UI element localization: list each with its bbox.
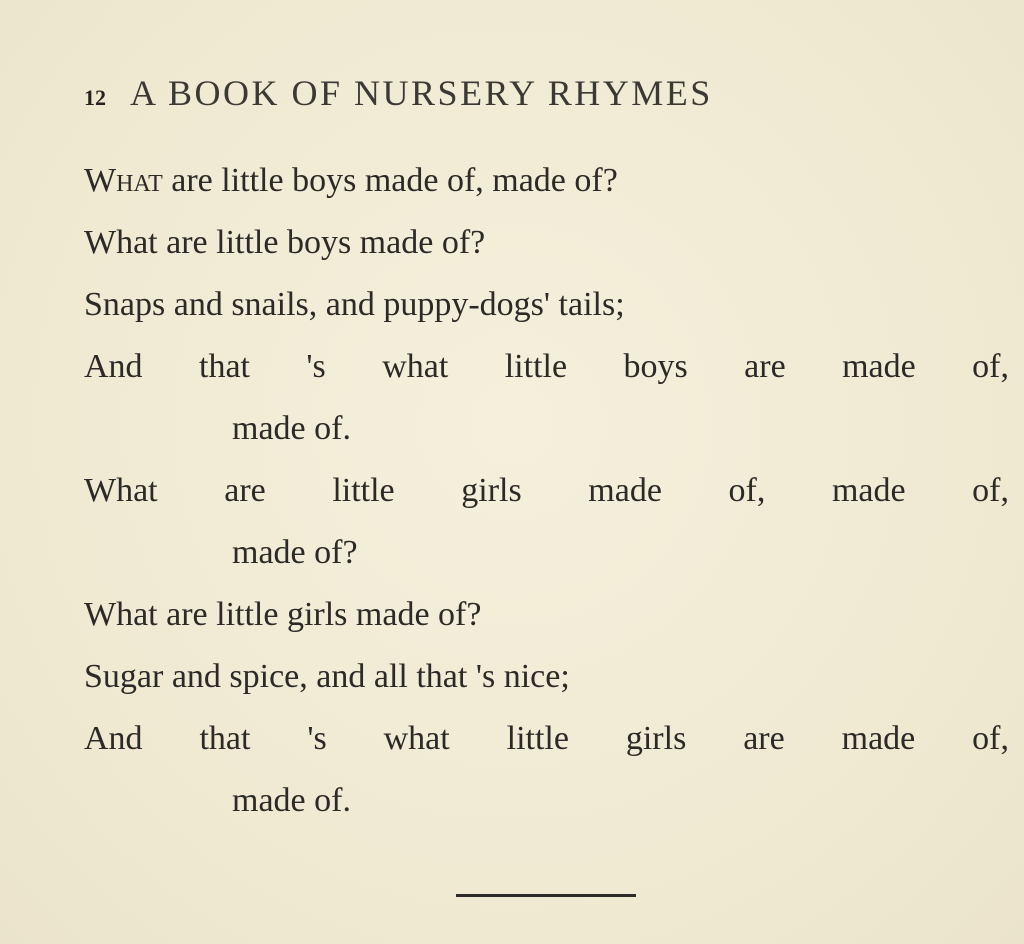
poem-line-9: Sugar and spice, and all that 's nice; (84, 658, 570, 695)
section-divider (456, 894, 636, 897)
poem-line-6: What are little girls made of, made of, (84, 472, 1009, 509)
poem-line-10: And that 's what little girls are made of, (84, 720, 1009, 757)
running-head (84, 72, 713, 124)
poem-line-2: What are little boys made of? (84, 224, 486, 261)
poem-line-8: What are little girls made of? (84, 596, 482, 633)
drop-word: What (84, 162, 163, 199)
poem-line-3: Snaps and snails, and puppy-dogs' tails; (84, 286, 625, 323)
poem-line-7: made of? (232, 534, 358, 571)
poem-line-4: And that 's what little boys are made of, (84, 348, 1009, 385)
poem-line-1 (84, 150, 618, 212)
page-number: 12 (84, 85, 106, 110)
poem-line-5: made of. (232, 410, 351, 447)
poem-line-text: are little boys made of, made of? (162, 162, 618, 199)
poem-line-11: made of. (232, 782, 351, 819)
running-title: A BOOK OF NURSERY RHYMES (130, 73, 713, 113)
